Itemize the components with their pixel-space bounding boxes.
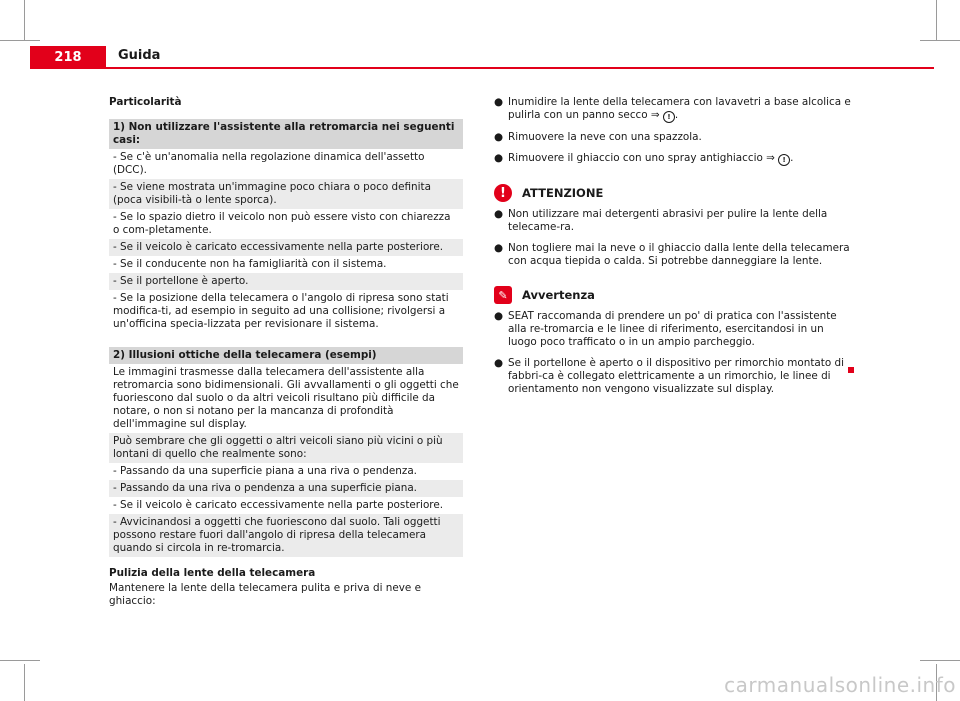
end-of-section-marker — [848, 367, 854, 373]
crop-mark — [936, 0, 937, 40]
bullet-icon: ● — [494, 131, 504, 143]
note-icon: ✎ — [494, 286, 512, 304]
table-row: Può sembrare che gli oggetti o altri veicoli siano più vicini o più lontani di quello che realmente sono: — [109, 433, 463, 463]
watermark: carmanualsonline.info — [724, 673, 956, 697]
list-item-text: Se il portellone è aperto o il dispositivo per rimorchio montato di fabbri-ca è collegato elettricamente a un rimorchio, le linee di orientamento non vengono visualizzate sul display. — [508, 357, 844, 395]
list-item-text: Non utilizzare mai detergenti abrasivi per pulire la lente della telecame-ra. — [508, 208, 828, 233]
table-row: Le immagini trasmesse dalla telecamera dell'assistente alla retromarcia sono bidimensionali. Gli avvallamenti o gli oggetti che fuoriescono dal suolo o da altri veicoli risultano più difficile da notare, o non si notano per la mancanza di profondità dell'immagine sul display. — [109, 364, 463, 433]
crop-mark — [920, 660, 960, 661]
list-item-text: Rimuovere il ghiaccio con uno spray antighiaccio ⇒ — [508, 152, 779, 164]
list-item — [494, 131, 852, 144]
bullet-icon: ● — [494, 152, 504, 164]
list-item — [494, 208, 852, 234]
crop-mark — [24, 664, 25, 701]
bullet-icon: ● — [494, 357, 504, 369]
warning-ref-icon[interactable]: ! — [663, 111, 675, 123]
list-item-text: Inumidire la lente della telecamera con lavavetri a base alcolica e pulirla con un panno secco ⇒ — [508, 96, 851, 121]
crop-mark — [0, 40, 40, 41]
exclamation-icon: ! — [494, 184, 512, 202]
avvertenza-title: Avvertenza — [522, 287, 595, 302]
list-item — [494, 357, 852, 396]
list-item-text: Non togliere mai la neve o il ghiaccio dalla lente della telecamera con acqua tiepida o calda. Si potrebbe danneggiare la lente. — [508, 242, 850, 267]
table-row: - Se il portellone è aperto. — [109, 273, 463, 290]
page-title: Guida — [118, 48, 161, 63]
table-row: - Se lo spazio dietro il veicolo non può essere visto con chiarezza o com-pletamente. — [109, 209, 463, 239]
warning-ref-icon[interactable]: ! — [778, 154, 790, 166]
table-row: - Se viene mostrata un'immagine poco chiara o poco definita (poca visibili-tà o lente sporca). — [109, 179, 463, 209]
crop-mark — [920, 40, 960, 41]
list-item-text: SEAT raccomanda di prendere un po' di pratica con l'assistente alla re-tromarcia e le linee di riferimento, esercitandosi in un luogo poco trafficato o in un ampio parcheggio. — [508, 310, 837, 348]
bullet-icon: ● — [494, 208, 504, 220]
table-row: - Se il veicolo è caricato eccessivamente nella parte posteriore. — [109, 239, 463, 256]
attenzione-heading — [494, 184, 852, 202]
bullet-icon: ● — [494, 310, 504, 322]
section-heading: Particolarità — [109, 96, 182, 108]
attenzione-title: ATTENZIONE — [522, 185, 604, 200]
limitations-table — [109, 119, 463, 333]
crop-mark — [0, 660, 40, 661]
list-item — [494, 310, 852, 349]
bullet-icon: ● — [494, 96, 504, 108]
table-row: - Avvicinandosi a oggetti che fuoriescono dal suolo. Tali oggetti possono restare fuori dall'angolo di ripresa della telecamera quando si circola in re-tromarcia. — [109, 514, 463, 557]
crop-mark — [24, 0, 25, 40]
table-row: - Se il conducente non ha famigliarità con il sistema. — [109, 256, 463, 273]
table-row: - Passando da una riva o pendenza a una superficie piana. — [109, 480, 463, 497]
list-item-text: Rimuovere la neve con una spazzola. — [508, 131, 702, 143]
table-row: - Passando da una superficie piana a una riva o pendenza. — [109, 463, 463, 480]
avvertenza-heading — [494, 286, 852, 304]
optical-illusions-table — [109, 347, 463, 557]
list-item — [494, 242, 852, 268]
table-row: - Se la posizione della telecamera o l'angolo di ripresa sono stati modifica-ti, ad esempio in seguito ad una collisione; rivolgersi a un'officina specia-lizzata per revisionare il sistema. — [109, 290, 463, 333]
table-header: 1) Non utilizzare l'assistente alla retromarcia nei seguenti casi: — [109, 119, 463, 149]
list-item: ● Inumidire la lente della telecamera con lavavetri a base alcolica e pulirla con un panno secco ⇒ ! . — [494, 96, 851, 121]
left-column — [109, 96, 463, 610]
page-number: 218 — [30, 46, 106, 68]
list-item: ● Rimuovere il ghiaccio con uno spray antighiaccio ⇒ ! . — [494, 152, 794, 164]
table-row: - Se il veicolo è caricato eccessivamente nella parte posteriore. — [109, 497, 463, 514]
paragraph: Mantenere la lente della telecamera pulita e priva di neve e ghiaccio: — [109, 582, 421, 607]
section-heading: Pulizia della lente della telecamera — [109, 567, 316, 579]
header-rule — [30, 67, 934, 69]
right-column — [494, 96, 852, 404]
bullet-icon: ● — [494, 242, 504, 254]
table-row: - Se c'è un'anomalia nella regolazione dinamica dell'assetto (DCC). — [109, 149, 463, 179]
table-header: 2) Illusioni ottiche della telecamera (esempi) — [109, 347, 463, 364]
